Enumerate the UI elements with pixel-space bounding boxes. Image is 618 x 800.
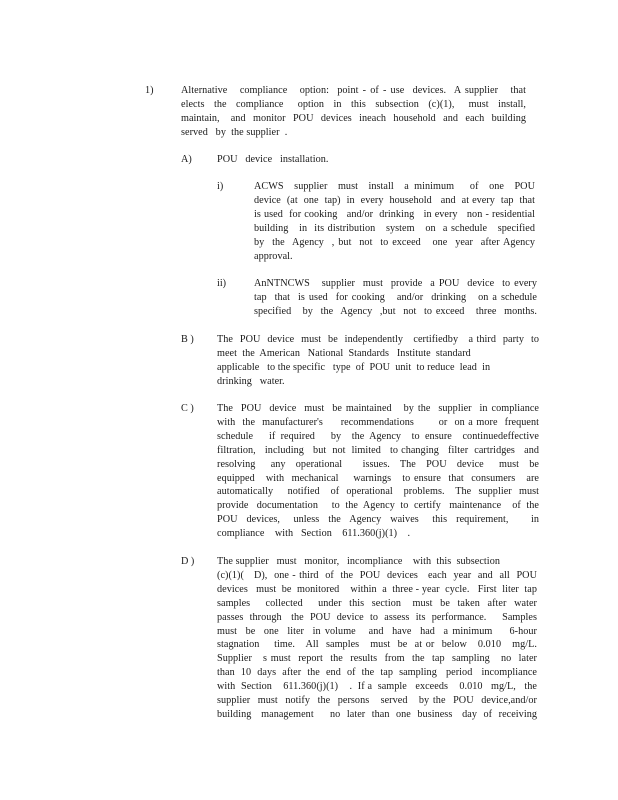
text-line: ACWS supplier must install a minimum of one POU (254, 181, 535, 192)
text-line: Supplier s must report the results from the tap sampling no later (217, 653, 537, 665)
item-a-label: A) (181, 154, 192, 165)
item-c-label: C ) (181, 403, 194, 414)
item-a-ii-paragraph (254, 277, 537, 319)
text-line: served by the supplier . (181, 126, 288, 138)
text-line: building in its distribution system on a schedule specified (254, 222, 535, 234)
text-line: passes through the POU device to assess its performance. Samples (217, 611, 537, 623)
text-line: POU device installation. (217, 154, 329, 165)
text-line: supplier must notify the persons served by the POU device,and/or (217, 695, 537, 707)
text-line: (c)(1)( D), one - third of the POU devices each year and all POU (217, 569, 537, 581)
text-line: tap that is used for cooking and/or drinking on a schedule (254, 291, 537, 303)
text-line: elects the compliance option in this subsection (c)(1), must install, (181, 98, 526, 110)
item-b-paragraph (217, 333, 539, 389)
text-line: must be one liter in volume and have had a minimum 6-hour (217, 625, 537, 637)
text-line: by the Agency , but not to exceed one year after Agency (254, 236, 535, 248)
text-line: is used for cooking and/or drinking in every non - residential (254, 208, 535, 220)
item-a-ii-label: ii) (217, 278, 227, 289)
text-line: compliance with Section 611.360(j)(1) . (217, 528, 411, 540)
text-line: samples collected under this section must be taken after water (217, 597, 537, 609)
text-line: AnNTNCWS supplier must provide a POU device to every (254, 278, 537, 289)
text-line: The POU device must be independently certifiedby a third party to (217, 334, 539, 345)
text-line: Alternative compliance option: point - of - use devices. A supplier that (181, 85, 526, 96)
text-line: specified by the Agency ,but not to exceed three months. (254, 305, 537, 317)
text-line: automatically notified of operational problems. The supplier must (217, 486, 539, 498)
text-line: provide documentation to the Agency to certify maintenance of the (217, 500, 539, 512)
item-1-label: 1) (145, 85, 154, 96)
text-line: devices must be monitored within a three - year cycle. First liter tap (217, 583, 537, 595)
item-a-i-label: i) (217, 181, 224, 192)
text-line: building management no later than one business day of receiving (217, 708, 537, 720)
text-line: with Section 611.360(j)(1) . If a sample exceeds 0.010 mg/L, the (217, 681, 537, 693)
item-d-paragraph (217, 555, 537, 722)
text-line: applicable to the specific type of POU unit to reduce lead in (217, 361, 491, 373)
text-line: schedule if required by the Agency to ensure continuedeffective (217, 430, 539, 442)
text-line: equipped with mechanical warnings to ensure that consumers are (217, 472, 539, 484)
text-line: approval. (254, 250, 293, 262)
text-line: maintain, and monitor POU devices ineach household and each building (181, 112, 526, 124)
text-line: drinking water. (217, 375, 285, 387)
item-a-i-paragraph (254, 180, 535, 263)
text-line: resolving any operational issues. The POU device must be (217, 458, 539, 470)
text-line: POU devices, unless the Agency waives this requirement, in (217, 514, 539, 526)
text-line: meet the American National Standards Institute standard (217, 347, 471, 359)
text-line: with the manufacturer's recommendations or on a more frequent (217, 416, 539, 428)
item-a-heading (217, 153, 417, 167)
text-line: than 10 days after the end of the tap sampling period incompliance (217, 667, 537, 679)
item-d-label: D ) (181, 556, 195, 567)
text-line: The POU device must be maintained by the supplier in compliance (217, 403, 539, 414)
text-line: The supplier must monitor, incompliance with this subsection (217, 556, 500, 567)
item-b-label: B ) (181, 334, 194, 345)
text-line: filtration, including but not limited to changing filter cartridges and (217, 444, 539, 456)
text-line: stagnation time. All samples must be at or below 0.010 mg/L. (217, 639, 537, 651)
item-c-paragraph (217, 402, 539, 541)
item-1-paragraph (181, 84, 526, 140)
text-line: device (at one tap) in every household and at every tap that (254, 194, 535, 206)
